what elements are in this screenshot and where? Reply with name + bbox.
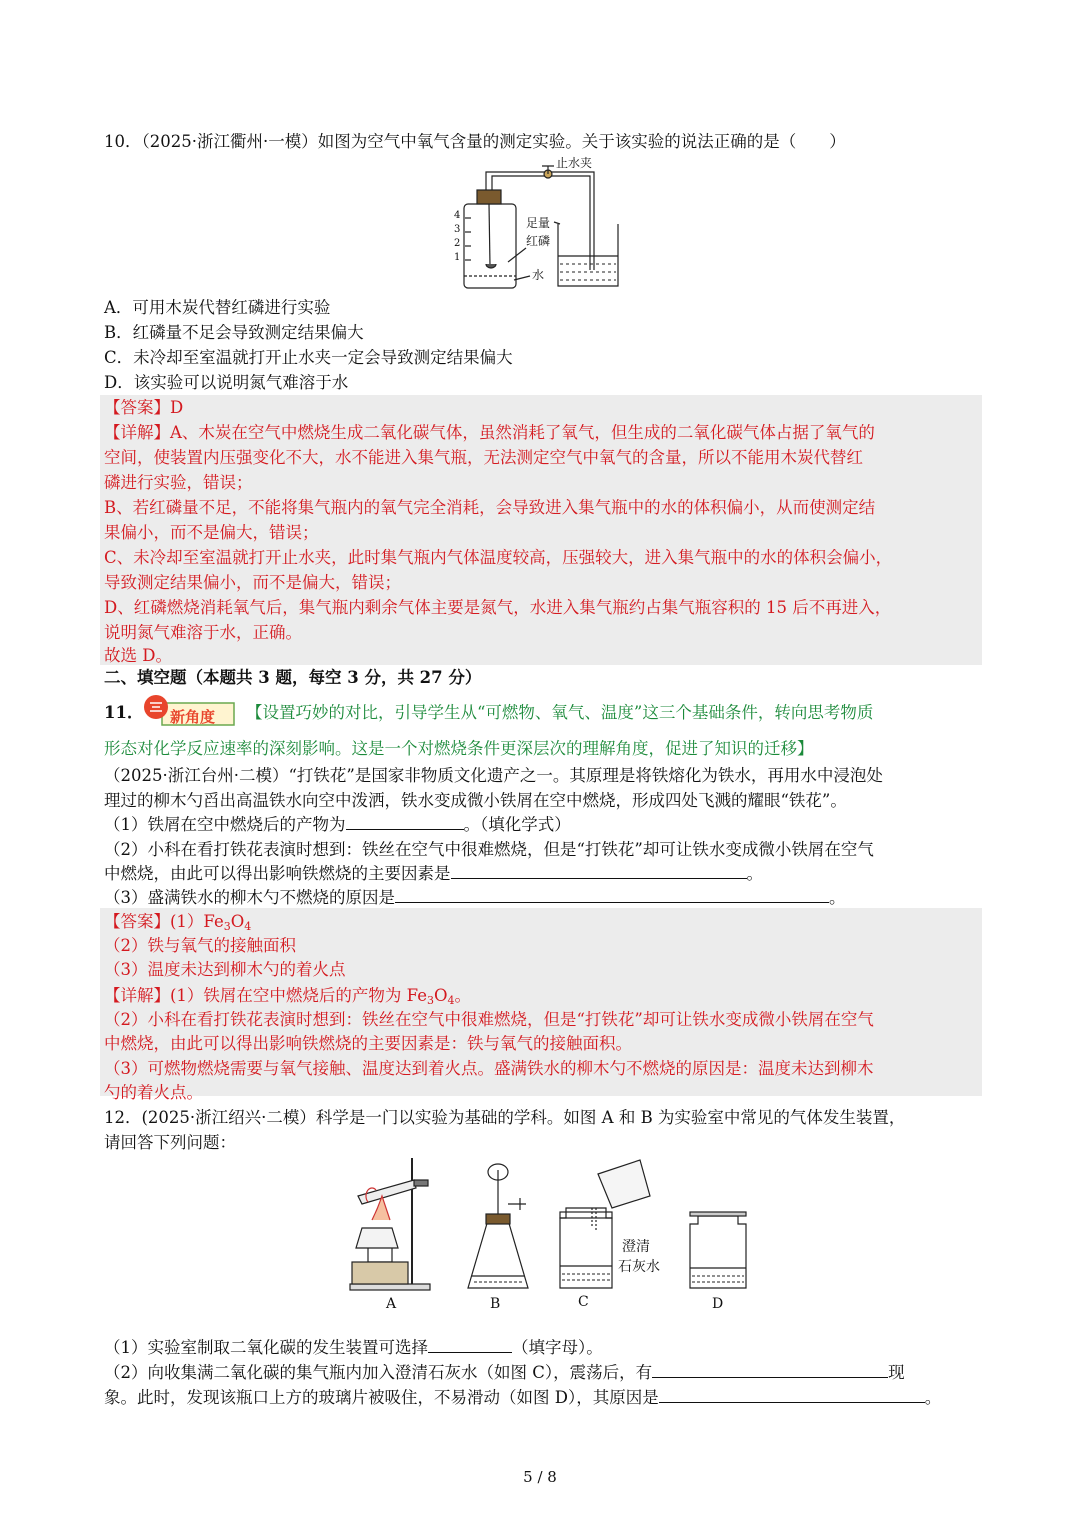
label-limewater-2: 石灰水 bbox=[618, 1259, 660, 1275]
q10-detail-line: 【详解】A、木炭在空气中燃烧生成二氧化碳气体，虽然消耗了氧气，但生成的二氧化碳气体占据了氧气的 bbox=[104, 423, 875, 442]
answer-blank[interactable] bbox=[346, 815, 464, 830]
q10-detail-line: 故选 D。 bbox=[104, 646, 172, 665]
q10-detail-line: 说明氮气难溶于水，正确。 bbox=[104, 623, 302, 642]
q10-detail-line: B、若红磷量不足，不能将集气瓶内的氧气完全消耗，会导致进入集气瓶中的水的体积偏小，从而使测定结 bbox=[104, 498, 876, 517]
q10-stem: 10．（2025·浙江衢州·一模）如图为空气中氧气含量的测定实验。关于该实验的说法正确的是（ ） bbox=[104, 132, 846, 151]
q11-sub2: （2）小科在看打铁花表演时想到：铁丝在空气中很难燃烧，但是“打铁花”却可让铁水变成微小铁屑在空气 bbox=[104, 840, 874, 859]
q11-detail-1: 【详解】(1）铁屑在空中燃烧后的产物为 $Fe_3O_4$。 bbox=[104, 986, 472, 1007]
q11-sub1: （1）铁屑在空中燃烧后的产物为 。（填化学式） bbox=[104, 815, 571, 834]
answer-blank[interactable] bbox=[652, 1363, 888, 1378]
q11-detail-3: （3）可燃物燃烧需要与氧气接触、温度达到着火点。盛满铁水的柳木勺不燃烧的原因是：温度未达到柳木 bbox=[104, 1059, 874, 1078]
q10-detail-line: 空间，使装置内压强变化不大，水不能进入集气瓶，无法测定空气中氧气的含量，所以不能用木炭代替红 bbox=[104, 448, 863, 467]
q12-sub2-line2: 象。此时，发现该瓶口上方的玻璃片被吸住，不易滑动（如图 D），其原因是 。 bbox=[104, 1388, 942, 1407]
q11-answer-3: （3）温度未达到柳木勺的着火点 bbox=[104, 960, 346, 979]
q11-detail-2: 中燃烧，由此可以得出影响铁燃烧的主要因素是：铁与氧气的接触面积。 bbox=[104, 1034, 632, 1053]
q10-option-d: D．该实验可以说明氮气难溶于水 bbox=[104, 373, 349, 392]
q12-apparatus-figure bbox=[340, 1150, 760, 1315]
q11-answer-2: （2）铁与氧气的接触面积 bbox=[104, 936, 296, 955]
label-enough: 足量 bbox=[526, 216, 551, 230]
q10-option-c: C．未冷却至室温就打开止水夹一定会导致测定结果偏大 bbox=[104, 348, 513, 367]
q10-detail-line: 导致测定结果偏小，而不是偏大，错误； bbox=[104, 573, 401, 592]
q11-detail-2: （2）小科在看打铁花表演时想到：铁丝在空气中很难燃烧，但是“打铁花”却可让铁水变成微小铁屑在空气 bbox=[104, 1010, 874, 1029]
q11-answer-1: 【答案】$(1)Fe_3O_4$ bbox=[104, 912, 252, 933]
q10-answer: 【答案】D bbox=[104, 398, 184, 417]
q11-sub3: （3）盛满铁水的柳木勺不燃烧的原因是 。 bbox=[104, 888, 846, 907]
label-clamp: 止水夹 bbox=[556, 156, 593, 170]
q12-sub2: （2）向收集满二氧化碳的集气瓶内加入澄清石灰水（如图 C），震荡后，有 现 bbox=[104, 1363, 905, 1382]
q12-sub1: （1）实验室制取二氧化碳的发生装置可选择 （填字母）。 bbox=[104, 1338, 603, 1357]
new-angle-badge bbox=[140, 693, 236, 729]
q11-intro: 【设置巧妙的对比，引导学生从“可燃物、氧气、温度”这三个基础条件，转向思考物质 bbox=[246, 703, 874, 722]
q10-option-b: B．红磷量不足会导致测定结果偏大 bbox=[104, 323, 364, 342]
q11-intro: 形态对化学反应速率的深刻影响。这是一个对燃烧条件更深层次的理解角度，促进了知识的迁移】 bbox=[104, 739, 814, 758]
label-red-phosphorus: 红磷 bbox=[526, 234, 551, 248]
answer-blank[interactable] bbox=[395, 888, 829, 903]
page-number: 5 / 8 bbox=[523, 1468, 557, 1486]
scale-2: 2 bbox=[454, 238, 461, 249]
answer-blank[interactable] bbox=[428, 1338, 512, 1353]
q11-sub2-line2: 中燃烧，由此可以得出影响铁燃烧的主要因素是 。 bbox=[104, 864, 763, 883]
q11-stem: （2025·浙江台州·二模）“打铁花”是国家非物质文化遗产之一。其原理是将铁熔化为铁水，再用水中浸泡处 bbox=[104, 766, 883, 785]
q10-option-a: A．可用木炭代替红磷进行实验 bbox=[104, 298, 331, 317]
label-a: A bbox=[386, 1296, 397, 1312]
label-water: 水 bbox=[532, 268, 545, 282]
q12-stem: 12．(2025·浙江绍兴·二模）科学是一门以实验为基础的学科。如图 A 和 B 为实验室中常见的气体发生装置， bbox=[104, 1108, 906, 1127]
label-d: D bbox=[712, 1296, 724, 1312]
q12-stem: 请回答下列问题： bbox=[104, 1133, 236, 1152]
q10-apparatus-figure bbox=[450, 152, 640, 294]
q11-number: 11． bbox=[104, 703, 144, 722]
q10-detail-line: D、红磷燃烧消耗氧气后，集气瓶内剩余气体主要是氮气，水进入集气瓶约占集气瓶容积的 15 后不再进入， bbox=[104, 598, 892, 617]
answer-blank[interactable] bbox=[451, 864, 747, 879]
q10-detail-line: 果偏小，而不是偏大，错误； bbox=[104, 523, 319, 542]
answer-blank[interactable] bbox=[659, 1388, 925, 1403]
scale-3: 3 bbox=[454, 224, 461, 235]
q10-detail-line: 磷进行实验，错误； bbox=[104, 473, 253, 492]
q11-stem: 理过的柳木勺舀出高温铁水向空中泼洒，铁水变成微小铁屑在空中燃烧，形成四处飞溅的耀眼“铁花”。 bbox=[104, 791, 847, 810]
scale-4: 4 bbox=[454, 210, 461, 221]
label-limewater-1: 澄清 bbox=[622, 1239, 650, 1255]
label-c: C bbox=[578, 1294, 589, 1310]
q11-detail-3: 勺的着火点。 bbox=[104, 1083, 203, 1102]
badge-label: 新角度 bbox=[170, 708, 216, 726]
scale-1: 1 bbox=[454, 252, 461, 263]
section-heading: 二、填空题（本题共 3 题，每空 3 分，共 27 分） bbox=[104, 668, 482, 687]
label-b: B bbox=[490, 1296, 501, 1312]
q10-detail-line: C、未冷却至室温就打开止水夹，此时集气瓶内气体温度较高，压强较大，进入集气瓶中的水的体积会偏小， bbox=[104, 548, 893, 567]
